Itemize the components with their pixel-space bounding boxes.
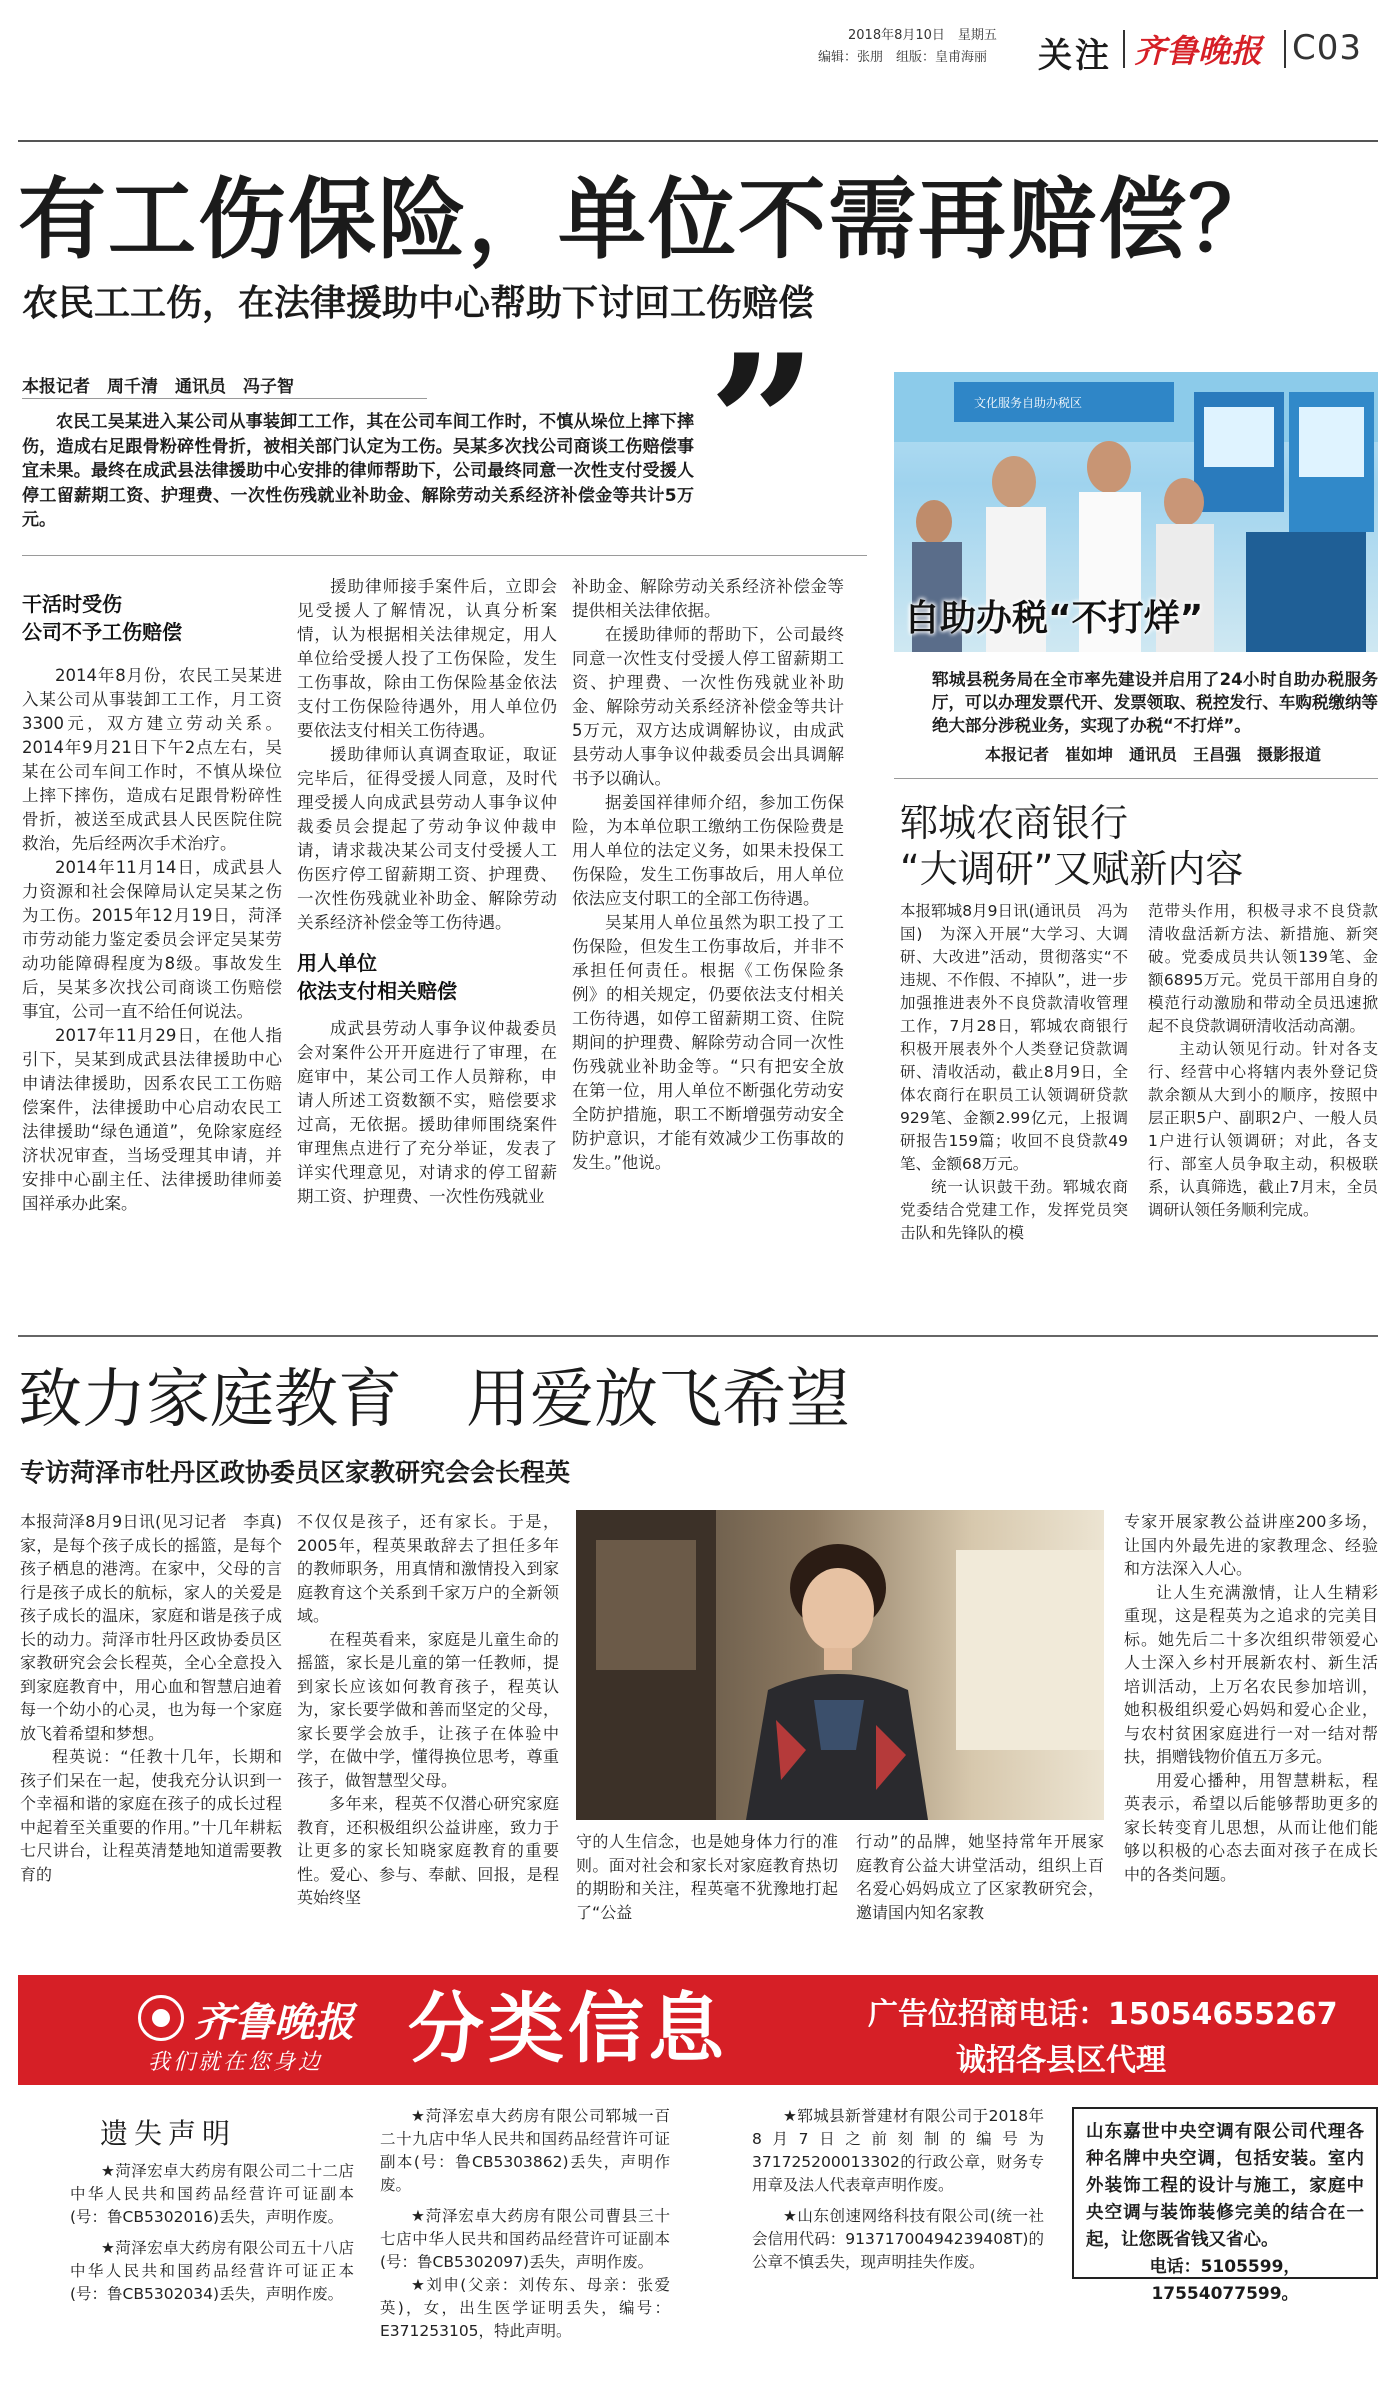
byline: 本报记者 周千清 通讯员 冯子智 [22, 377, 294, 397]
tax-rule [894, 778, 1378, 779]
paragraph: 行动”的品牌，她坚持常年开展家庭教育公益大讲堂活动，组织上百名爱心妈妈成立了区家教研究会，邀请国内知名家教 [856, 1832, 1104, 1922]
issue-date: 2018年8月10日 星期五 [848, 28, 997, 43]
classified-column-2 [380, 2105, 670, 2343]
paragraph: 多年来，程英不仅潜心研究家庭教育，还积极组织公益讲座，致力于让更多的家长知晓家庭教育的重要性。爱心、参与、奉献、回报，是程英始终坚 [297, 1794, 559, 1907]
story-subhead: 农民工工伤，在法律援助中心帮助下讨回工伤赔偿 [22, 283, 815, 324]
paragraph: 吴某用人单位虽然为职工投了工伤保险，但发生工伤事故后，并非不承担任何责任。根据《工伤保险条例》的相关规定，仍要依法支付相关工伤待遇，如停工留薪期工资、住院期间的护理费、解除劳动合同一次性伤残就业补助金等。“只有把安全放在第一位，用人单位不断强化劳动安全防护措施，职工不断增强劳动安全防护意识，才能有效减少工伤事故的发生。”他说。 [572, 913, 844, 1172]
portrait-illustration [576, 1510, 1104, 1820]
story2-headline: 致力家庭教育 用爱放飞希望 [18, 1363, 850, 1437]
lost-notice-title: 遗失声明 [100, 2117, 237, 2150]
banner-logo: 齐鲁晚报 [194, 1999, 354, 2046]
story-divider [18, 1335, 1378, 1337]
bank-column-2 [1148, 900, 1378, 1222]
paragraph: 补助金、解除劳动关系经济补偿金等提供相关法律依据。 [572, 577, 844, 620]
photo-title: 自助办税“不打烊” [904, 598, 1204, 639]
paragraph: 在程英看来，家庭是儿童生命的摇篮，家长是儿童的第一任教师，提到家长应该如何教育孩子，程英认为，家长要学做和善而坚定的父母，家长要学会放手，让孩子在体验中学，在做中学，懂得换位思考，尊重孩子，做智慧型父母。 [297, 1629, 559, 1790]
paragraph: 本报郓城8月9日讯(通讯员 冯为国) 为深入开展“大学习、大调研、大改进”活动，贯彻落实“不违规、不作假、不掉队”，进一步加强推进表外不良贷款清收管理工作，7月28日，郓城农商银行积极开展表外个人类登记贷款调研、清收活动，截止8月9日，全体农商行在职员工认领调研贷款929笔、金额2.99亿元，上报调研报告159篇；收回不良贷款49笔、金额68万元。 [900, 902, 1128, 1173]
paragraph: 本报菏泽8月9日讯(见习记者 李真) 家，是每个孩子成长的摇篮，是每个孩子栖息的港湾。在家中，父母的言行是孩子成长的航标，家人的关爱是孩子成长的温床，家庭和谐是孩子成长的动力。菏泽市牡丹区政协委员区家教研究会会长程英，全心全意投入到家庭教育中，用心血和智慧启迪着每一个幼小的心灵，也为每一个家庭放飞着希望和梦想。 [20, 1512, 299, 1743]
boxed-ad [1072, 2107, 1378, 2304]
paragraph: 不仅仅是孩子，还有家长。于是，2005年，程英果敢辞去了担任多年的教师职务，用真情和激情投入到家庭教育这个关系到千家万户的全新领域。 [297, 1512, 559, 1625]
paragraph: 在援助律师的帮助下，公司最终同意一次性支付受援人停工留薪期工资、护理费、一次性伤残就业补助金、解除劳动关系经济补偿金等共计5万元，双方达成调解协议，由成武县劳动人事争议仲裁委员会出具调解书予以确认。 [572, 625, 844, 788]
classified-column-3 [752, 2105, 1044, 2274]
story1-column-2 [297, 575, 557, 1209]
banner-phone: 广告位招商电话：15054655267 [868, 1997, 1338, 2032]
bank-column-1 [900, 900, 1128, 1245]
classified-column-1 [70, 2160, 354, 2306]
paragraph: 2014年8月份，农民工吴某进入某公司从事装卸工工作，月工资3300元，双方建立劳动关系。2014年9月21日下午2点左右，吴某在公司车间工作时，不慎从垛位上摔下摔伤，造成右足跟骨粉碎性骨折，被送至成武县人民医院住院救治，先后经两次手术治疗。 [22, 666, 282, 853]
section-heading: 依法支付相关赔偿 [297, 979, 457, 1003]
tax-hall-photo [894, 372, 1378, 652]
photo-credit: 本报记者 崔如坤 通讯员 王昌强 摄影报道 [985, 745, 1322, 764]
story2-column-5 [1124, 1510, 1378, 1886]
story2-column-2 [297, 1510, 559, 1910]
editor-credit: 编辑：张朋 组版：皇甫海丽 [818, 50, 988, 65]
ad-item: ★刘申(父亲：刘传东、母亲：张爱英)，女，出生医学证明丢失，编号：E371253105，特此声明。 [380, 2276, 670, 2340]
paper-logo: 齐鲁晚报 [1134, 32, 1263, 70]
story1-column-3 [572, 575, 844, 1175]
section-heading: 用人单位 [297, 951, 377, 975]
masthead-divider [1123, 30, 1125, 68]
lead-paragraph: 农民工吴某进入某公司从事装卸工工作，其在公司车间工作时，不慎从垛位上摔下摔伤，造成右足跟骨粉碎性骨折，被相关部门认定为工伤。吴某多次找公司商谈工伤赔偿事宜未果。最终在成武县法律援助中心安排的律师帮助下，公司最终同意一次性支付受援人停工留薪期工资、护理费、一次性伤残就业补助金、解除劳动关系经济补偿金等共计5万元。 [22, 412, 694, 530]
bank-headline: “大调研”又赋新内容 [900, 847, 1244, 891]
boxed-ad-phone: 电话：5105599，17554077599。 [1149, 2257, 1301, 2304]
tax-hall-sign: 文化服务自助办税区 [974, 396, 1083, 410]
lead-rule [22, 555, 867, 556]
photo-caption: 郓城县税务局在全市率先建设并启用了24小时自助办税服务厅，可以办理发票代开、发票领取、税控发行、车购税缴纳等绝大部分涉税业务，实现了办税“不打烊”。 [932, 670, 1378, 735]
banner-agent: 诚招各县区代理 [956, 2043, 1166, 2078]
paragraph: 用爱心播种，用智慧耕耘，程英表示，希望以后能够帮助更多的家长转变育儿思想，从而让他们能够以积极的心态去面对孩子在成长中的各类问题。 [1124, 1770, 1378, 1884]
paragraph: 程英说：“任教十几年，长期和孩子们呆在一起，使我充分认识到一个幸福和谐的家庭在孩子的成长过程中起着至关重要的作用。”十几年耕耘七尺讲台，让程英清楚地知道需要教育的 [20, 1747, 282, 1884]
paragraph: 2014年11月14日，成武县人力资源和社会保障局认定吴某之伤为工伤。2015年12月19日，菏泽市劳动能力鉴定委员会评定吴某劳动功能障碍程度为8级。事故发生后，吴某多次找公司商谈工伤赔偿事宜，公司一直不给任何说法。 [22, 858, 282, 1021]
masthead-rule [18, 140, 1378, 142]
paragraph: 守的人生信念，也是她身体力行的准则。面对社会和家长对家庭教育热切的期盼和关注，程英毫不犹豫地打起了“公益 [576, 1832, 838, 1922]
paragraph: 主动认领见行动。针对各支行、经营中心将辖内表外登记贷款余额从大到小的顺序，按照中层正职5户、副职2户、一般人员1户进行认领调研；对此，各支行、部室人员争取主动，积极联系，认真筛选，截止7月末，全员调研认领任务顺利完成。 [1148, 1040, 1378, 1219]
boxed-ad-text: 山东嘉世中央空调有限公司代理各种名牌中央空调，包括安装。室内外装饰工程的设计与施工，家庭中央空调与装饰装修完美的结合在一起，让您既省钱又省心。 [1086, 2122, 1364, 2250]
byline-rule [22, 398, 427, 399]
paragraph: 让人生充满激情，让人生精彩重现，这是程英为之追求的完美目标。她先后二十多次组织带领爱心人士深入乡村开展新农村、新生活培训活动，上万名农民参加培训，她积极组织爱心妈妈和爱心企业，与农村贫困家庭进行一对一结对帮扶，捐赠钱物价值五万多元。 [1124, 1582, 1378, 1766]
ad-item: ★菏泽宏卓大药房有限公司五十八店中华人民共和国药品经营许可证正本(号：鲁CB5302034)丢失，声明作废。 [70, 2239, 354, 2303]
ad-item: ★菏泽宏卓大药房有限公司二十二店中华人民共和国药品经营许可证副本(号：鲁CB5302016)丢失，声明作废。 [70, 2162, 354, 2226]
paragraph: 2017年11月29日，在他人指引下，吴某到成武县法律援助中心申请法律援助，因系农民工工伤赔偿案件，法律援助中心启动农民工法律援助“绿色通道”，免除家庭经济状况审查，当场受理其申请，并安排中心副主任、法律援助律师姜国祥承办此案。 [22, 1026, 282, 1213]
classified-banner [18, 1975, 1378, 2085]
paragraph: 范带头作用，积极寻求不良贷款清收盘活新方法、新措施、新突破。党委成员共认领139笔、金额6895万元。党员干部用自身的模范行动激励和带动全员迅速掀起不良贷款调研清收活动高潮。 [1148, 902, 1378, 1035]
masthead-divider [1284, 30, 1286, 68]
paragraph: 援助律师认真调查取证，取证完毕后，征得受援人同意，及时代理受援人向成武县劳动人事争议仲裁委员会提起了劳动争议仲裁申请，请求裁决某公司支付受援人工伤医疗停工留薪期工资、护理费、一次性伤残就业补助金、解除劳动关系经济补偿金等工伤待遇。 [297, 745, 557, 932]
section-heading: 公司不予工伤赔偿 [22, 620, 182, 644]
page-number: C03 [1292, 28, 1363, 68]
paragraph: 据姜国祥律师介绍，参加工伤保险，为本单位职工缴纳工伤保险费是用人单位的法定义务，如果未投保工伤保险，发生工伤事故后，用人单位依法应支付职工的全部工伤待遇。 [572, 793, 844, 908]
story2-column-4 [856, 1830, 1104, 1924]
paragraph: 专家开展家教公益讲座200多场，让国内外最先进的家教理念、经验和方法深入人心。 [1124, 1512, 1378, 1578]
paragraph: 援助律师接手案件后，立即会见受援人了解情况，认真分析案情，认为根据相关法律规定，用人单位给受援人投了工伤保险，发生工伤事故，除由工伤保险基金依法支付工伤保险待遇外，用人单位仍要依法支付相关工伤待遇。 [297, 577, 557, 740]
banner-logo-dot [152, 2009, 170, 2027]
ad-item: ★郓城县新誉建材有限公司于2018年8月7日之前刻制的编号为371725200013302的行政公章，财务专用章及法人代表章声明作废。 [752, 2107, 1044, 2194]
page-title: 有工伤保险，单位不需再赔偿？ [18, 168, 1279, 271]
story2-subhead: 专访菏泽市牡丹区政协委员区家教研究会会长程英 [20, 1458, 571, 1487]
section-name: 关注 [1038, 36, 1112, 76]
bank-headline: 郓城农商银行 [900, 801, 1129, 845]
story2-column-1 [20, 1510, 299, 1886]
banner-title: 分类信息 [408, 1984, 728, 2073]
ad-item: ★菏泽宏卓大药房有限公司郓城一百二十九店中华人民共和国药品经营许可证副本(号：鲁CB5303862)丢失，声明作废。 [380, 2107, 670, 2194]
banner-slogan: 我们就在您身边 [148, 2050, 324, 2075]
ad-item: ★山东创速网络科技有限公司(统一社会信用代码：91371700494239408T)的公章不慎丢失，现声明挂失作废。 [752, 2207, 1044, 2271]
section-heading: 干活时受伤 [22, 592, 122, 616]
quote-mark: ” [708, 313, 818, 536]
story2-column-3 [576, 1830, 838, 1924]
ad-item: ★菏泽宏卓大药房有限公司曹县三十七店中华人民共和国药品经营许可证副本(号：鲁CB5302097)丢失，声明作废。 [380, 2207, 670, 2271]
paragraph: 统一认识鼓干劲。郓城农商党委结合党建工作，发挥党员突击队和先锋队的模 [900, 1178, 1128, 1242]
paragraph: 成武县劳动人事争议仲裁委员会对案件公开开庭进行了审理，在庭审中，某公司工作人员辩称，申请人所述工资数额不实，赔偿要求过高，无依据。援助律师围绕案件审理焦点进行了充分举证，发表了详实代理意见，对请求的停工留薪期工资、护理费、一次性伤残就业 [297, 1019, 557, 1206]
story1-column-1 [22, 590, 282, 1216]
portrait-photo [576, 1510, 1104, 1820]
